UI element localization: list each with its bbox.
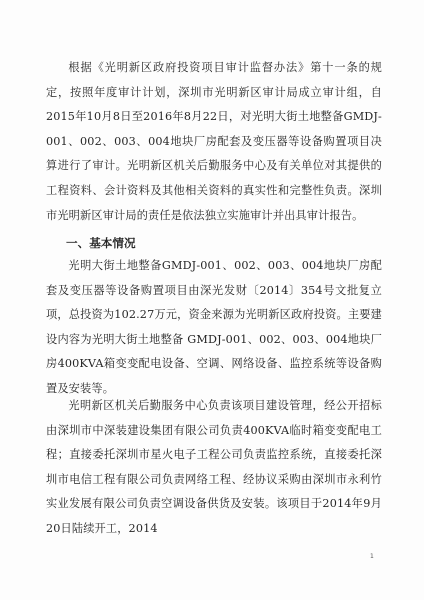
intro-paragraph: 根据《光明新区政府投资项目审计监督办法》第十一条的规定，按照年度审计计划，深圳市光明新区审计局成立审计组，自2015年10月8日至2016年8月22日，对光明大街土地整备GMDJ-001、002、003、004地块厂房配套及变压器等设备购置项目决算进行了审计。光明新区机关后勤服务中心及有关单位对其提供的工程资料、会计资料及其他相关资料的真实性和完整性负责。深圳市光明新区审计局的责任是依法独立实施审计并出具审计报告。 bbox=[46, 61, 382, 222]
page-number: 1 bbox=[370, 553, 374, 560]
section-heading-basic-info: 一、基本情况 bbox=[66, 236, 136, 250]
project-overview-paragraph: 光明大街土地整备GMDJ-001、002、003、004地块厂房配套及变压器等设备购置项目由深光发财〔2014〕354号文批复立项，总投资为102.27万元，资金来源为光明新区政府投资。主要建设内容为光明大街土地整备 GMDJ-001、002、003、004地块厂房400KVA箱变变配电设备、空调、网络设备、监控系统等设备购置及安装等。 bbox=[46, 259, 382, 395]
project-management-paragraph: 光明新区机关后勤服务中心负责该项目建设管理，经公开招标由深圳市中深装建设集团有限公司负责400KVA临时箱变变配电工程；直接委托深圳市星火电子工程公司负责监控系统，直接委托深圳市电信工程有限公司负责网络工程、经协议采购由深圳市永利竹实业发展有限公司负责空调设备供货及安装。该项目于2014年9月20日陆续开工，2014 bbox=[46, 399, 382, 535]
